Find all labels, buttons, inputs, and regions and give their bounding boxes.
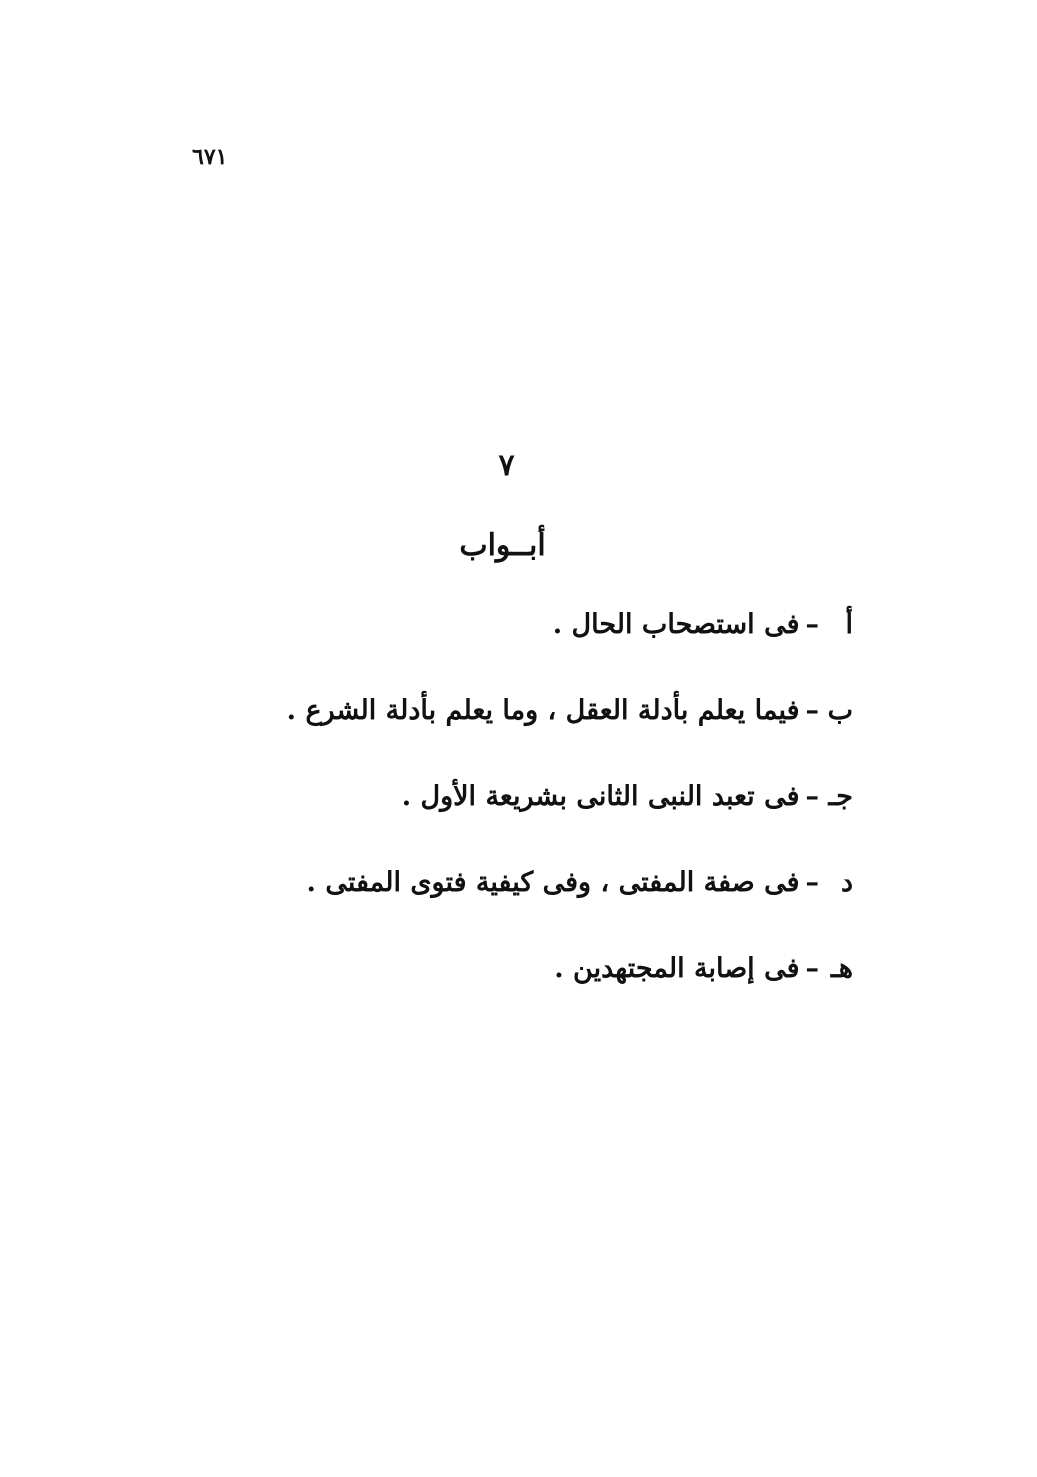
item-letter: د xyxy=(840,867,853,898)
item-dash: – xyxy=(805,781,819,812)
item-letter: ب xyxy=(827,695,853,726)
item-text: فيما يعلم بأدلة العقل ، وما يعلم بأدلة الشرع . xyxy=(286,695,800,726)
section-title: أبــواب xyxy=(459,528,546,563)
list-item xyxy=(286,686,853,772)
list-item xyxy=(293,772,853,858)
item-dash: – xyxy=(805,953,819,984)
item-text: فى صفة المفتى ، وفى كيفية فتوى المفتى . xyxy=(306,867,800,898)
list-item xyxy=(293,858,853,944)
item-text: فى إصابة المجتهدين . xyxy=(554,953,800,984)
item-text: فى تعبد النبى الثانى بشريعة الأول . xyxy=(401,781,800,812)
item-text: فى استصحاب الحال . xyxy=(552,609,800,640)
item-dash: – xyxy=(805,695,819,726)
item-dash: – xyxy=(805,867,819,898)
chapter-number: ٧ xyxy=(498,448,515,483)
item-letter: جـ xyxy=(828,781,853,812)
page-number: ٦٧١ xyxy=(192,144,228,170)
chapter-list xyxy=(286,600,853,1030)
list-item xyxy=(293,600,853,686)
list-item xyxy=(293,944,853,1030)
item-letter: هـ xyxy=(830,953,853,984)
item-dash: – xyxy=(805,609,819,640)
item-letter: أ xyxy=(845,609,853,640)
